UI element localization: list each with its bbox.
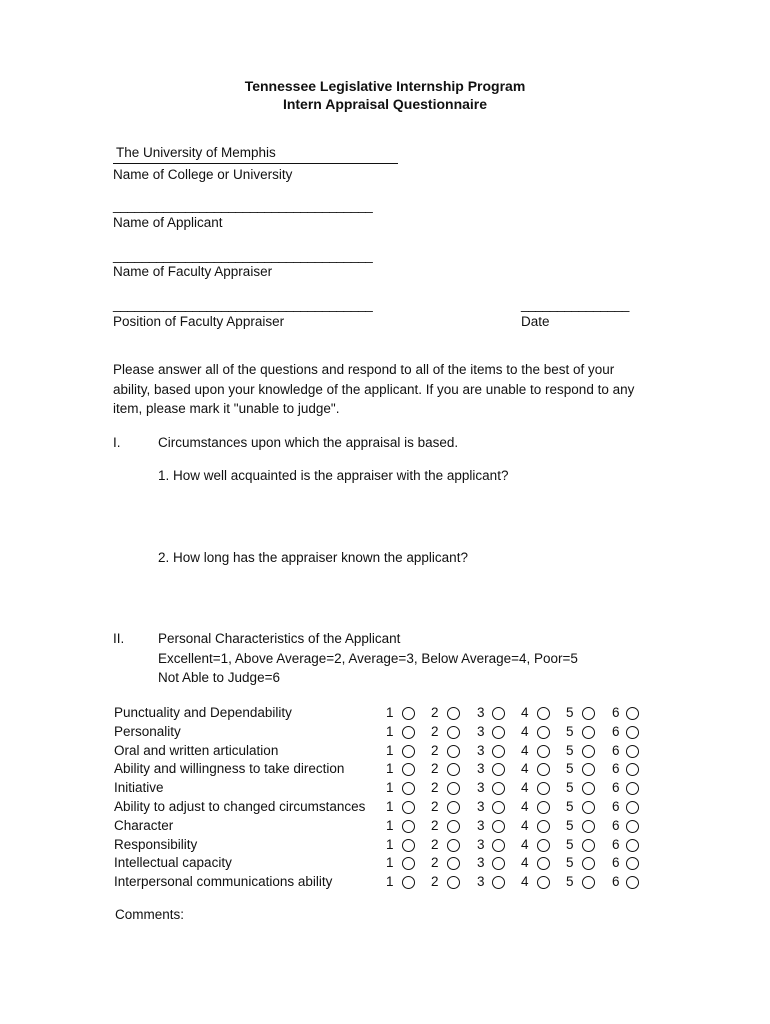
- rating-scale-number: 5: [566, 855, 574, 871]
- rating-scale-number: 6: [612, 723, 620, 739]
- rating-scale-number: 2: [431, 836, 439, 852]
- rating-item-label: Character: [114, 817, 174, 833]
- rating-radio-3[interactable]: [492, 782, 505, 795]
- rating-radio-3[interactable]: [492, 745, 505, 758]
- rating-radio-6[interactable]: [626, 782, 639, 795]
- section-2-heading: Personal Characteristics of the Applicant: [158, 631, 401, 646]
- rating-scale-number: 3: [477, 705, 485, 720]
- rating-scale-number: 4: [521, 761, 529, 777]
- rating-scale-number: 1: [386, 817, 394, 833]
- rating-radio-2[interactable]: [447, 726, 460, 739]
- date-label: Date: [521, 314, 550, 329]
- rating-radio-1[interactable]: [402, 707, 415, 720]
- rating-radio-2[interactable]: [447, 745, 460, 758]
- rating-scale-number: 2: [431, 874, 439, 890]
- rating-radio-5[interactable]: [582, 707, 595, 720]
- rating-scale-number: 3: [477, 723, 485, 739]
- rating-scale-number: 4: [521, 855, 529, 871]
- rating-scale-number: 5: [566, 761, 574, 777]
- rating-radio-2[interactable]: [447, 801, 460, 814]
- rating-scale-number: 5: [566, 836, 574, 852]
- rating-radio-3[interactable]: [492, 726, 505, 739]
- rating-scale-number: 2: [431, 761, 439, 777]
- rating-radio-6[interactable]: [626, 839, 639, 852]
- college-field-line: [113, 163, 398, 164]
- rating-radio-2[interactable]: [447, 876, 460, 889]
- rating-radio-3[interactable]: [492, 857, 505, 870]
- rating-radio-5[interactable]: [582, 726, 595, 739]
- rating-radio-4[interactable]: [537, 763, 550, 776]
- rating-radio-3[interactable]: [492, 876, 505, 889]
- rating-item-label: Ability and willingness to take direction: [114, 761, 345, 777]
- rating-radio-4[interactable]: [537, 707, 550, 720]
- rating-scale-number: 1: [386, 780, 394, 796]
- college-value[interactable]: The University of Memphis: [116, 145, 276, 160]
- rating-item-label: Initiative: [114, 780, 164, 796]
- rating-radio-6[interactable]: [626, 820, 639, 833]
- rating-scale-number: 1: [386, 855, 394, 871]
- date-field[interactable]: _______________: [521, 297, 630, 312]
- rating-scale-number: 5: [566, 742, 574, 758]
- rating-radio-5[interactable]: [582, 857, 595, 870]
- rating-radio-5[interactable]: [582, 763, 595, 776]
- rating-scale-number: 1: [386, 723, 394, 739]
- instructions-line-2: ability, based upon your knowledge of the applicant. If you are unable to respond to any: [113, 382, 635, 397]
- rating-radio-5[interactable]: [582, 820, 595, 833]
- rating-scale-number: 4: [521, 836, 529, 852]
- rating-scale-number: 3: [477, 855, 485, 871]
- rating-radio-5[interactable]: [582, 782, 595, 795]
- rating-scale-number: 2: [431, 799, 439, 814]
- rating-radio-1[interactable]: [402, 782, 415, 795]
- rating-item-label: Intellectual capacity: [114, 855, 232, 871]
- rating-scale-number: 2: [431, 780, 439, 796]
- rating-scale-number: 6: [612, 780, 620, 796]
- form-subtitle: Intern Appraisal Questionnaire: [282, 96, 488, 112]
- rating-radio-1[interactable]: [402, 801, 415, 814]
- rating-scale-number: 2: [431, 817, 439, 833]
- rating-radio-2[interactable]: [447, 820, 460, 833]
- rating-scale-number: 2: [431, 742, 439, 758]
- rating-scale-number: 2: [431, 855, 439, 871]
- rating-scale-number: 3: [477, 874, 485, 890]
- rating-radio-6[interactable]: [626, 707, 639, 720]
- rating-scale-number: 1: [386, 799, 394, 814]
- rating-radio-4[interactable]: [537, 839, 550, 852]
- rating-scale-number: 5: [566, 874, 574, 890]
- faculty-appraiser-field[interactable]: ____________________________________: [113, 248, 373, 263]
- rating-scale-number: 3: [477, 742, 485, 758]
- rating-scale-number: 5: [566, 799, 574, 814]
- rating-radio-2[interactable]: [447, 763, 460, 776]
- rating-scale-number: 3: [477, 836, 485, 852]
- rating-scale-number: 4: [521, 780, 529, 796]
- rating-scale-number: 6: [612, 836, 620, 852]
- comments-label: Comments:: [115, 907, 185, 922]
- rating-radio-1[interactable]: [402, 857, 415, 870]
- rating-radio-2[interactable]: [447, 707, 460, 720]
- rating-radio-4[interactable]: [537, 857, 550, 870]
- rating-scale-number: 3: [477, 817, 485, 833]
- question-1: 1. How well acquainted is the appraiser with the applicant?: [158, 468, 509, 483]
- rating-radio-2[interactable]: [447, 839, 460, 852]
- rating-radio-6[interactable]: [626, 763, 639, 776]
- rating-item-label: Ability to adjust to changed circumstances: [114, 799, 366, 814]
- rating-radio-3[interactable]: [492, 707, 505, 720]
- rating-scale-number: 5: [566, 817, 574, 833]
- rating-radio-3[interactable]: [492, 820, 505, 833]
- rating-scale-number: 6: [612, 761, 620, 777]
- rating-radio-3[interactable]: [492, 839, 505, 852]
- rating-scale-number: 6: [612, 705, 620, 720]
- rating-radio-4[interactable]: [537, 745, 550, 758]
- rating-radio-6[interactable]: [626, 726, 639, 739]
- rating-radio-6[interactable]: [626, 857, 639, 870]
- rating-scale-number: 4: [521, 874, 529, 890]
- rating-scale-number: 1: [386, 761, 394, 777]
- applicant-label: Name of Applicant: [113, 215, 223, 230]
- rating-scale-legend: Excellent=1, Above Average=2, Average=3, Below Average=4, Poor=5: [158, 651, 578, 666]
- rating-radio-3[interactable]: [492, 763, 505, 776]
- rating-radio-2[interactable]: [447, 857, 460, 870]
- rating-scale-number: 5: [566, 780, 574, 796]
- rating-scale-number: 4: [521, 817, 529, 833]
- rating-radio-4[interactable]: [537, 782, 550, 795]
- rating-radio-5[interactable]: [582, 876, 595, 889]
- rating-scale-number: 3: [477, 780, 485, 796]
- rating-scale-number: 1: [386, 874, 394, 890]
- section-1-numeral: I.: [113, 435, 121, 450]
- rating-scale-number: 3: [477, 799, 485, 814]
- rating-scale-number: 2: [431, 705, 439, 720]
- rating-scale-number: 5: [566, 705, 574, 720]
- rating-item-label: Oral and written articulation: [114, 742, 279, 758]
- rating-scale-legend-na: Not Able to Judge=6: [158, 670, 280, 685]
- rating-item-label: Personality: [114, 723, 181, 739]
- rating-item-label: Punctuality and Dependability: [114, 705, 292, 720]
- rating-scale-number: 6: [612, 874, 620, 890]
- rating-item-label: Responsibility: [114, 836, 198, 852]
- rating-radio-1[interactable]: [402, 820, 415, 833]
- rating-scale-number: 2: [431, 723, 439, 739]
- college-label: Name of College or University: [113, 167, 293, 182]
- rating-scale-number: 1: [386, 742, 394, 758]
- rating-radio-5[interactable]: [582, 745, 595, 758]
- rating-radio-4[interactable]: [537, 820, 550, 833]
- rating-radio-6[interactable]: [626, 745, 639, 758]
- rating-item-label: Interpersonal communications ability: [114, 874, 333, 890]
- rating-radio-6[interactable]: [626, 876, 639, 889]
- position-field[interactable]: ____________________________________: [113, 297, 373, 312]
- rating-radio-4[interactable]: [537, 726, 550, 739]
- applicant-field[interactable]: ____________________________________: [113, 198, 373, 213]
- rating-radio-1[interactable]: [402, 839, 415, 852]
- rating-radio-5[interactable]: [582, 839, 595, 852]
- rating-radio-3[interactable]: [492, 801, 505, 814]
- rating-radio-1[interactable]: [402, 745, 415, 758]
- rating-radio-1[interactable]: [402, 876, 415, 889]
- rating-radio-4[interactable]: [537, 801, 550, 814]
- instructions-line-3: item, please mark it "unable to judge".: [113, 401, 340, 416]
- rating-radio-6[interactable]: [626, 801, 639, 814]
- rating-radio-2[interactable]: [447, 782, 460, 795]
- rating-radio-1[interactable]: [402, 726, 415, 739]
- instructions-line-1: Please answer all of the questions and respond to all of the items to the best of your: [113, 362, 615, 377]
- rating-scale-number: 4: [521, 799, 529, 814]
- rating-scale-number: 1: [386, 836, 394, 852]
- rating-radio-4[interactable]: [537, 876, 550, 889]
- position-label: Position of Faculty Appraiser: [113, 314, 285, 329]
- section-2-numeral: II.: [113, 631, 125, 646]
- question-2: 2. How long has the appraiser known the applicant?: [158, 550, 468, 565]
- rating-scale-number: 6: [612, 817, 620, 833]
- rating-radio-1[interactable]: [402, 763, 415, 776]
- rating-scale-number: 6: [612, 742, 620, 758]
- rating-scale-number: 5: [566, 723, 574, 739]
- rating-scale-number: 1: [386, 705, 394, 720]
- section-1-heading: Circumstances upon which the appraisal is based.: [158, 435, 459, 450]
- rating-scale-number: 6: [612, 855, 620, 871]
- rating-radio-5[interactable]: [582, 801, 595, 814]
- rating-scale-number: 3: [477, 761, 485, 777]
- form-title: Tennessee Legislative Internship Program: [244, 78, 526, 94]
- faculty-appraiser-label: Name of Faculty Appraiser: [113, 264, 273, 279]
- rating-scale-number: 6: [612, 799, 620, 814]
- rating-scale-number: 4: [521, 705, 529, 720]
- rating-scale-number: 4: [521, 742, 529, 758]
- rating-scale-number: 4: [521, 723, 529, 739]
